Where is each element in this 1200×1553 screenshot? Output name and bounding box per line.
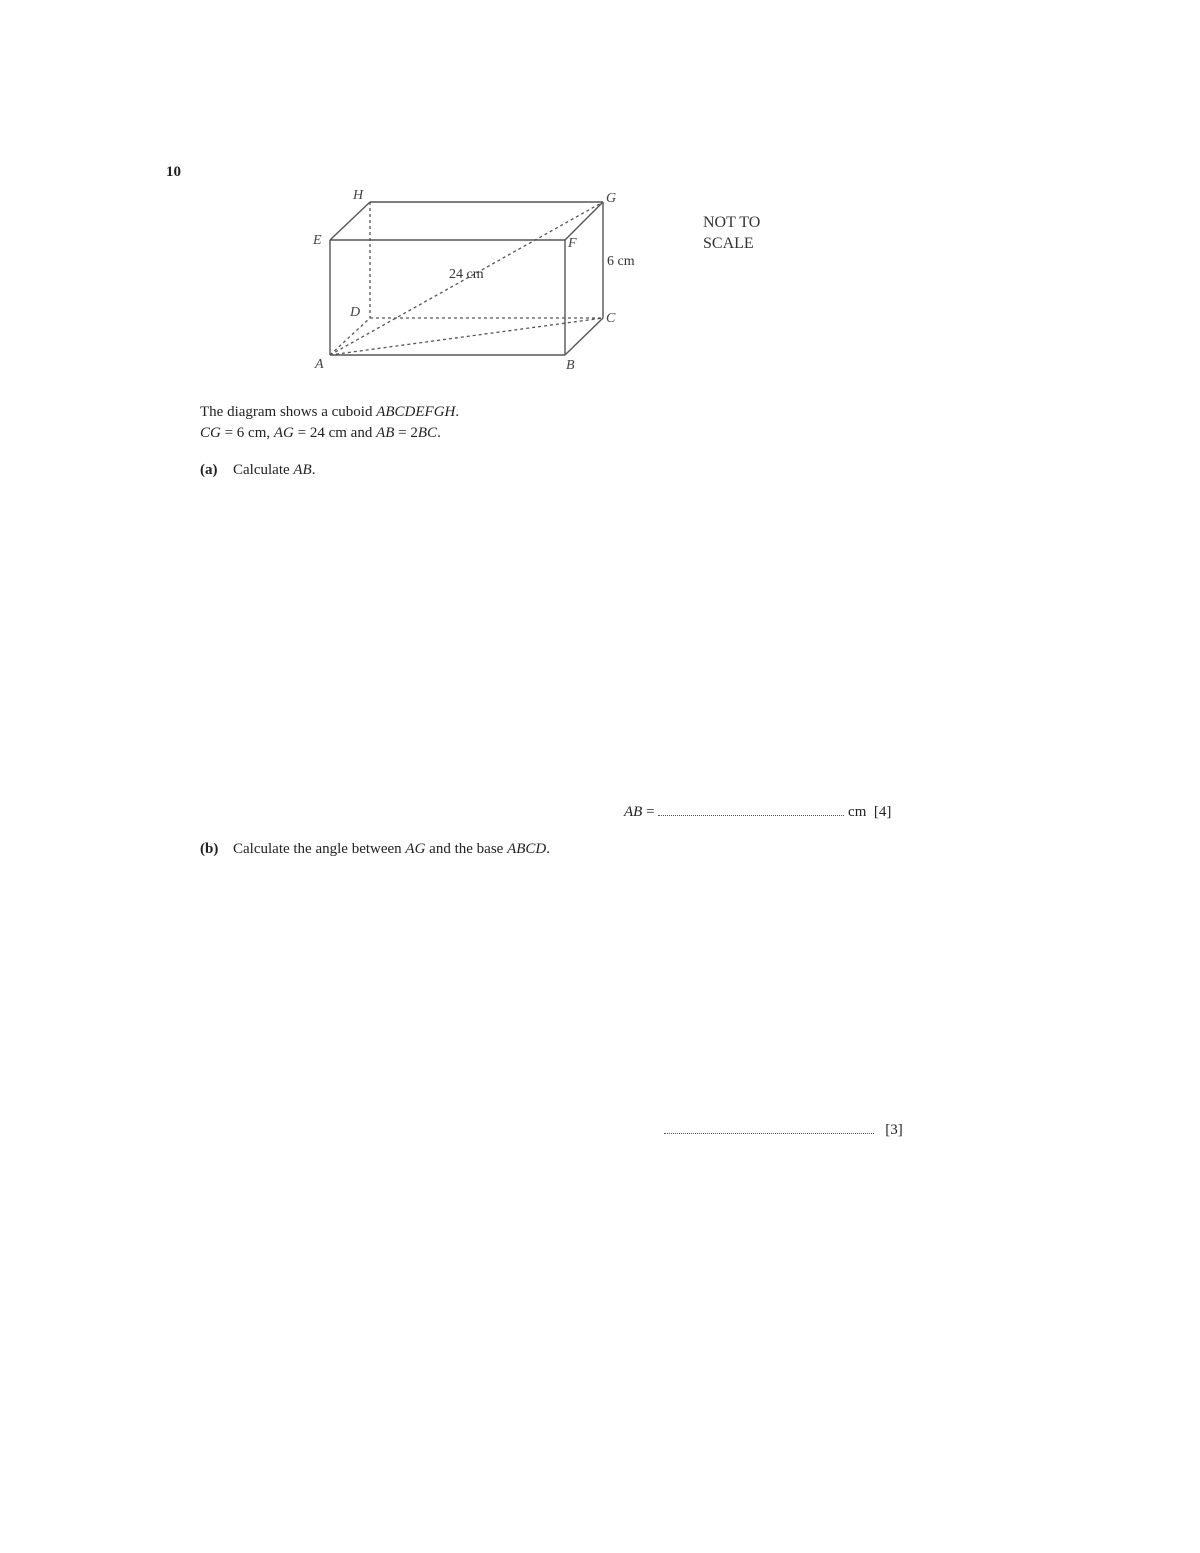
cuboid-diagram	[300, 180, 660, 385]
cuboid-svg	[300, 180, 660, 380]
not-to-scale-line2: SCALE	[703, 235, 754, 252]
answer-a-marks: [4]	[873, 804, 892, 820]
label-ag-length: 24 cm	[449, 267, 484, 282]
part-a-tag: (a)	[200, 462, 218, 478]
vertex-f: F	[568, 236, 577, 251]
answer-a-prefix: AB	[624, 804, 643, 820]
intro-line-2: CG = 6 cm, AG = 24 cm and AB = 2BC.	[200, 425, 441, 441]
edge-fg	[565, 202, 603, 240]
not-to-scale-note	[703, 212, 760, 254]
answer-b-input[interactable]	[664, 1121, 874, 1134]
question-number: 10	[166, 164, 181, 180]
part-b-tag: (b)	[200, 841, 219, 857]
edge-ac	[330, 318, 603, 355]
vertex-e: E	[313, 233, 322, 248]
question-intro	[200, 402, 459, 444]
label-cg-length: 6 cm	[607, 254, 635, 269]
answer-b-marks: [3]	[885, 1122, 903, 1138]
vertex-c: C	[606, 311, 616, 326]
vertex-g: G	[606, 191, 617, 206]
vertex-d: D	[350, 305, 361, 320]
edge-eh	[330, 202, 370, 240]
part-a-question: (a) Calculate AB.	[200, 462, 316, 478]
vertex-a: A	[315, 357, 324, 372]
answer-line-b	[664, 1121, 903, 1139]
answer-a-input[interactable]	[658, 803, 844, 816]
answer-line-a: AB = cm [4]	[624, 804, 892, 820]
edge-bc	[565, 318, 603, 355]
not-to-scale-line1: NOT TO	[703, 214, 761, 231]
vertex-h: H	[353, 188, 364, 203]
answer-a-unit: cm	[844, 804, 867, 820]
part-b-question: (b) Calculate the angle between AG and the base ABCD.	[200, 841, 550, 857]
vertex-b: B	[566, 358, 575, 373]
intro-line-1: The diagram shows a cuboid ABCDEFGH.	[200, 404, 460, 420]
